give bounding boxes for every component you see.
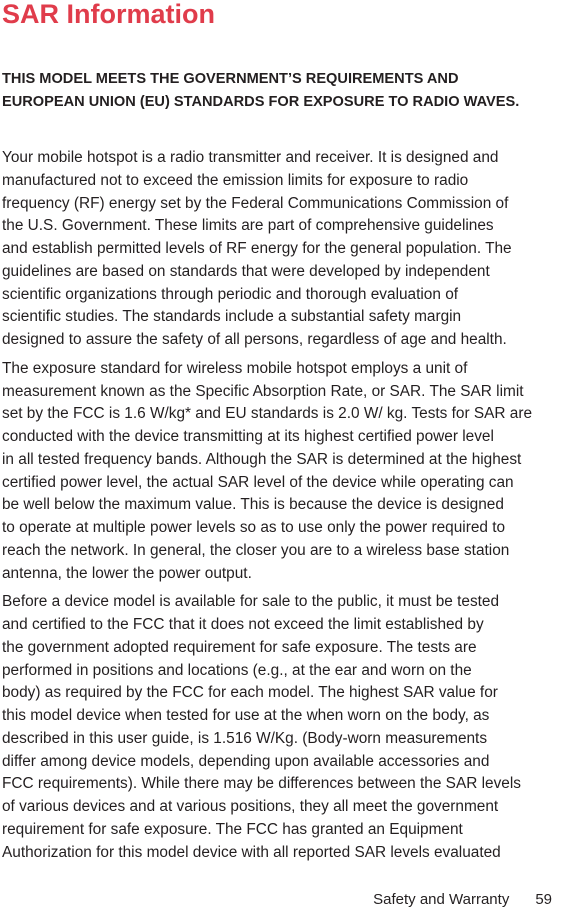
text-line: performed in positions and locations (e.g., at the ear and worn on the (2, 661, 472, 679)
text-line: requirement for safe exposure. The FCC has granted an Equipment (2, 820, 463, 838)
paragraph-1 (2, 147, 561, 352)
text-line: Before a device model is available for sale to the public, it must be tested (2, 593, 500, 611)
body-text (2, 147, 561, 870)
intro-heading (2, 68, 561, 114)
text-line: to operate at multiple power levels so as to use only the power required to (2, 519, 506, 536)
intro-line: EUROPEAN UNION (EU) STANDARDS FOR EXPOSURE TO RADIO WAVES. (2, 94, 520, 110)
page-footer (373, 891, 552, 909)
text-line: Authorization for this model device with all reported SAR levels evaluated (2, 843, 501, 861)
text-line: body) as required by the FCC for each model. The highest SAR value for (2, 684, 498, 702)
intro-line: THIS MODEL MEETS THE GOVERNMENT’S REQUIREMENTS AND (2, 71, 459, 87)
page-number: 59 (535, 891, 552, 908)
page-title: SAR Information (2, 0, 215, 29)
text-line: certified power level, the actual SAR level of the device while operating can (2, 473, 514, 491)
text-line: Your mobile hotspot is a radio transmitter and receiver. It is designed and (2, 149, 499, 166)
text-line: of various devices and at various positions, they all meet the government (2, 798, 499, 815)
text-line: the government adopted requirement for safe exposure. The tests are (2, 638, 477, 656)
text-line: manufactured not to exceed the emission limits for exposure to radio (2, 171, 469, 189)
text-line: measurement known as the Specific Absorption Rate, or SAR. The SAR limit (2, 382, 524, 400)
text-line: FCC requirements). While there may be differences between the SAR levels (2, 775, 521, 793)
paragraph-3 (2, 591, 561, 864)
text-line: scientific organizations through periodic and thorough evaluation of (2, 285, 459, 303)
text-line: described in this user guide, is 1.516 W/Kg. (Body-worn measurements (2, 729, 488, 747)
text-line: be well below the maximum value. This is because the device is designed (2, 496, 504, 514)
paragraph-2 (2, 358, 561, 586)
text-line: designed to assure the safety of all persons, regardless of age and health. (2, 331, 507, 348)
footer-section-title: Safety and Warranty (373, 891, 510, 908)
text-line: reach the network. In general, the closer you are to a wireless base station (2, 541, 510, 559)
text-line: this model device when tested for use at the when worn on the body, as (2, 707, 490, 724)
text-line: guidelines are based on standards that were developed by independent (2, 262, 490, 280)
text-line: conducted with the device transmitting at its highest certified power level (2, 428, 494, 445)
text-line: scientific studies. The standards include a substantial safety margin (2, 308, 462, 326)
text-line: antenna, the lower the power output. (2, 564, 252, 582)
text-line: The exposure standard for wireless mobile hotspot employs a unit of (2, 359, 468, 377)
text-line: set by the FCC is 1.6 W/kg* and EU standards is 2.0 W/ kg. Tests for SAR are (2, 405, 533, 423)
text-line: differ among device models, depending upon available accessories and (2, 752, 490, 770)
text-line: frequency (RF) energy set by the Federal Communications Commission of (2, 194, 509, 212)
text-line: and establish permitted levels of RF energy for the general population. The (2, 240, 512, 257)
text-line: and certified to the FCC that it does not exceed the limit established by (2, 616, 484, 633)
text-line: in all tested frequency bands. Although the SAR is determined at the highest (2, 450, 522, 468)
text-line: the U.S. Government. These limits are part of comprehensive guidelines (2, 217, 494, 235)
